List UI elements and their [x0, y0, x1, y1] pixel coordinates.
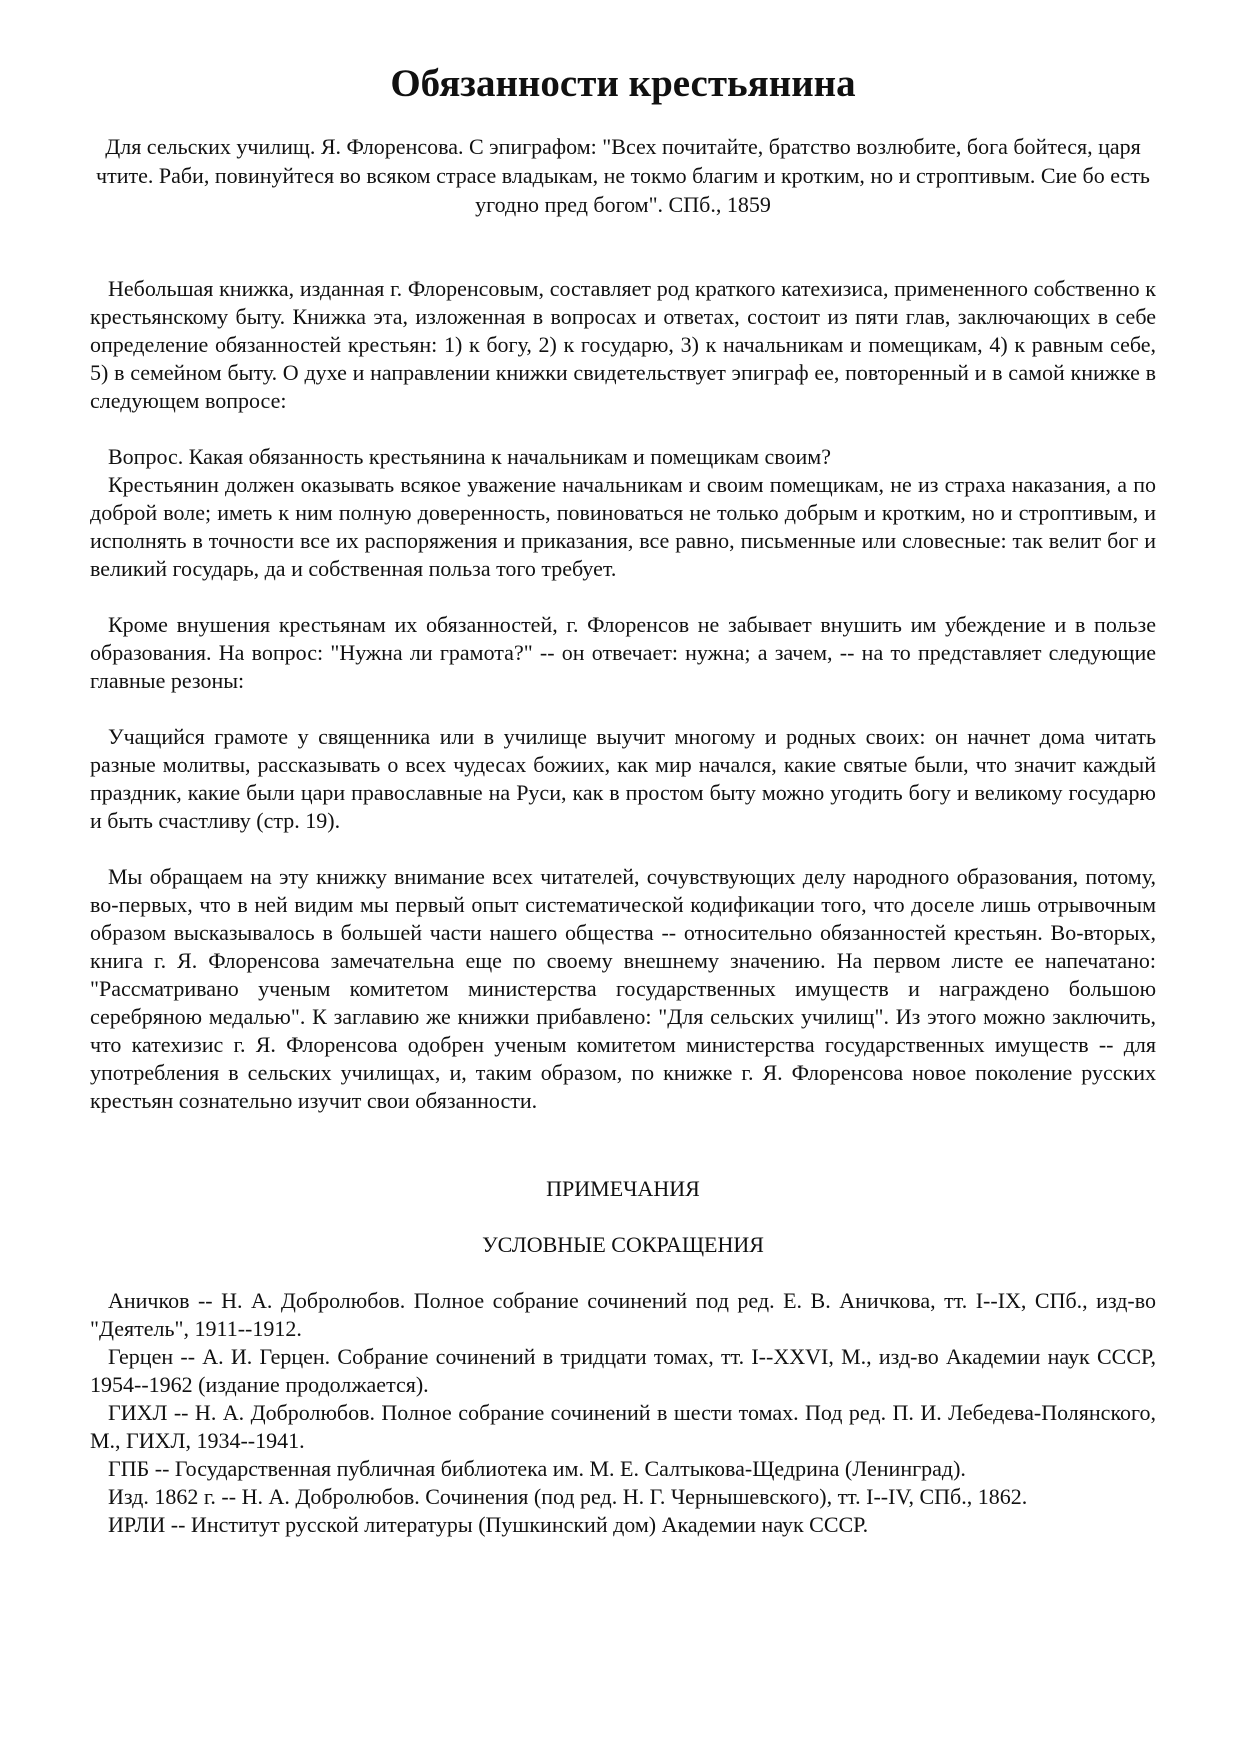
abbreviation-entry: ГИХЛ -- Н. А. Добролюбов. Полное собрание сочинений в шести томах. Под ред. П. И. Лебедева-Полянского, М., ГИХЛ, 1934--1941. [90, 1400, 1156, 1453]
paragraph-question: Вопрос. Какая обязанность крестьянина к начальникам и помещикам своим? [108, 444, 831, 469]
notes-heading: ПРИМЕЧАНИЯ [546, 1176, 700, 1201]
paragraph-gap [90, 415, 1156, 443]
abbreviations-heading: УСЛОВНЫЕ СОКРАЩЕНИЯ [482, 1232, 764, 1257]
paragraph-quote: Учащийся грамоте у священника или в училище выучит многому и родных своих: он начнет дома читать разные молитвы, рассказывать о всех чудесах божиих, как мир начался, какие святые были, что значит каждый праздник, какие были цари православные на Руси, как в простом быту можно угодить богу и великому государю и быть счастливу (стр. 19). [90, 724, 1156, 833]
abbreviation-entry: Аничков -- Н. А. Добролюбов. Полное собрание сочинений под ред. Е. В. Аничкова, тт. I--IX, СПб., изд-во "Деятель", 1911--1912. [90, 1288, 1156, 1341]
abbreviation-entry: ГПБ -- Государственная публичная библиотека им. М. Е. Салтыкова-Щедрина (Ленинград). [108, 1456, 966, 1481]
paragraph-intro: Небольшая книжка, изданная г. Флоренсовым, составляет род краткого катехизиса, примененного собственно к крестьянскому быту. Книжка эта, изложенная в вопросах и ответах, состоит из пяти глав, заключающих в себе определение обязанностей крестьян: 1) к богу, 2) к государю, 3) к начальникам и помещикам, 4) к равным себе, 5) в семейном быту. О духе и направлении книжки свидетельствует эпиграф ее, повторенный и в самой книжке в следующем вопросе: [90, 276, 1156, 413]
abbreviation-entry: Герцен -- А. И. Герцен. Собрание сочинений в тридцати томах, тт. I--XXVI, М., изд-во Академии наук СССР, 1954--1962 (издание продолжается). [90, 1344, 1156, 1397]
document-title: Обязанности крестьянина [390, 62, 856, 105]
paragraph-answer: Крестьянин должен оказывать всякое уважение начальникам и своим помещикам, не из страха наказания, а по доброй воле; иметь к ним полную доверенность, повиноваться не только добрым и кротким, но и строптивым, и исполнять в точности все их распоряжения и приказания, все равно, письменные или словесные: так велит бог и великий государь, да и собственная польза того требует. [90, 472, 1156, 581]
abbreviation-entry: Изд. 1862 г. -- Н. А. Добролюбов. Сочинения (под ред. Н. Г. Чернышевского), тт. I--IV, СПб., 1862. [108, 1484, 1028, 1509]
paragraph-gap [90, 835, 1156, 863]
section-gap [90, 1259, 1156, 1287]
paragraph-education: Кроме внушения крестьянам их обязанностей, г. Флоренсов не забывает внушить им убеждение и в пользе образования. На вопрос: "Нужна ли грамота?" -- он отвечает: нужна; а зачем, -- на то представляет следующие главные резоны: [90, 612, 1156, 693]
abbreviations-list [90, 1287, 1156, 1539]
document-body [90, 275, 1156, 1115]
document-page [90, 60, 1156, 1539]
section-gap [90, 1115, 1156, 1175]
document-subtitle: Для сельских училищ. Я. Флоренсова. С эпиграфом: "Всех почитайте, братство возлюбите, бога бойтеся, царя чтите. Раби, повинуйтеся во всяком страсе владыкам, не токмо благим и кротким, но и строптивым. Сие бо есть угодно пред богом". СПб., 1859 [96, 134, 1150, 217]
paragraph-conclusion: Мы обращаем на эту книжку внимание всех читателей, сочувствующих делу народного образования, потому, во-первых, что в ней видим мы первый опыт систематической кодификации того, что доселе лишь отрывочным образом высказывалось в большей части нашего общества -- относительно обязанностей крестьян. Во-вторых, книга г. Я. Флоренсова замечательна еще по своему внешнему значению. На первом листе ее напечатано: "Рассматривано ученым комитетом министерства государственных имуществ и награждено большою серебряною медалью". К заглавию же книжки прибавлено: "Для сельских училищ". Из этого можно заключить, что катехизис г. Я. Флоренсова одобрен ученым комитетом министерства государственных имуществ -- для употребления в сельских училищах, и, таким образом, по книжке г. Я. Флоренсова новое поколение русских крестьян сознательно изучит свои обязанности. [90, 864, 1156, 1113]
paragraph-gap [90, 695, 1156, 723]
section-gap [90, 1203, 1156, 1231]
abbreviation-entry: ИРЛИ -- Институт русской литературы (Пушкинский дом) Академии наук СССР. [108, 1512, 869, 1537]
paragraph-gap [90, 583, 1156, 611]
